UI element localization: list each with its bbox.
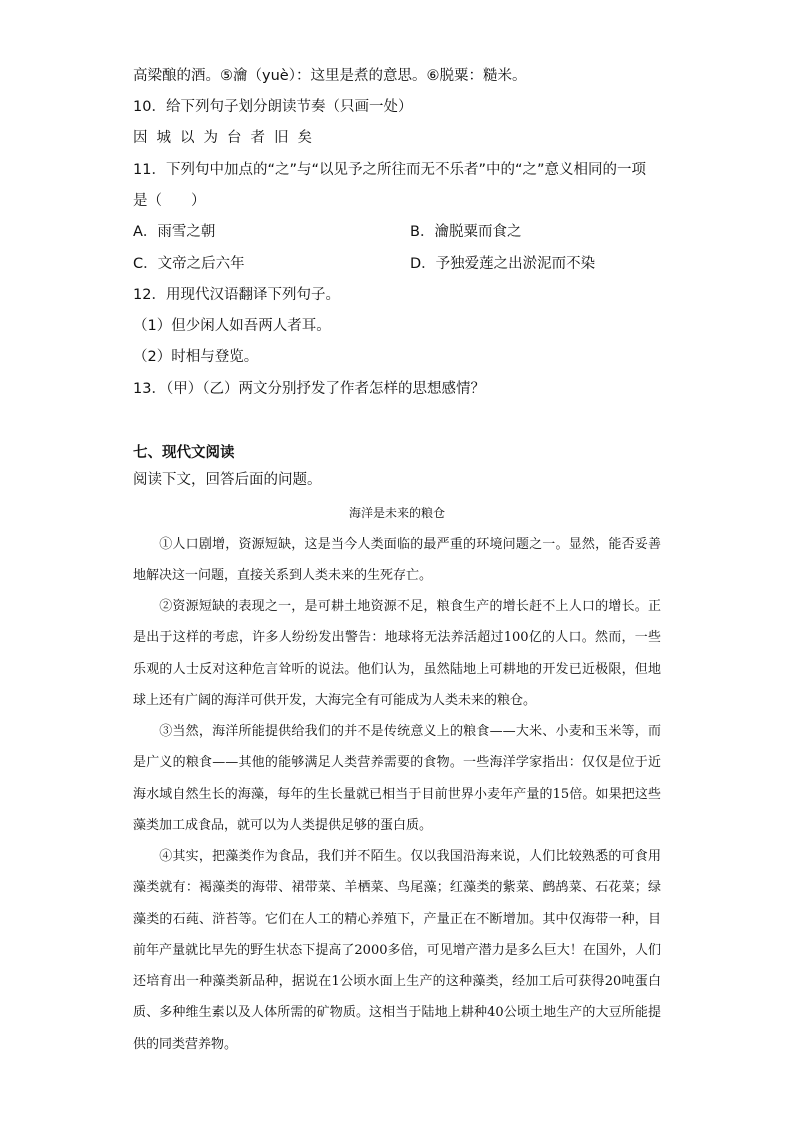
question-12-1: （1）但少闲人如吾两人者耳。 bbox=[133, 318, 331, 334]
paragraph-text: ①人口剧增，资源短缺，这是当今人类面临的最严重的环境问题之一。显然，能否妥善地解决这一问题，直接关系到人类未来的生死存亡。 bbox=[133, 537, 661, 584]
option-a: A．雨雪之朝 bbox=[133, 224, 216, 240]
article-paragraph-1 bbox=[133, 529, 661, 592]
option-c: C．文帝之后六年 bbox=[133, 256, 245, 272]
question-13: 13．（甲）（乙）两文分别抒发了作者怎样的思想感情？ bbox=[133, 381, 485, 397]
article-paragraph-4 bbox=[133, 841, 661, 1060]
paragraph-text: ③当然，海洋所能提供给我们的并不是传统意义上的粮食——大米、小麦和玉米等，而是广义的粮食——其他的能够满足人类营养需要的食物。一些海洋学家指出：仅仅是位于近海水域自然生长的海藻，每年的生长量就已相当于目前世界小麦年产量的15倍。如果把这些藻类加工成食品，就可以为人类提供足够的蛋白质。 bbox=[133, 724, 661, 833]
option-b: B．瀹脱粟而食之 bbox=[410, 224, 522, 240]
section-heading: 七、现代文阅读 bbox=[133, 445, 235, 461]
article-paragraph-2 bbox=[133, 591, 661, 716]
option-d: D．予独爱莲之出淤泥而不染 bbox=[410, 256, 596, 272]
question-10-sentence: 因城以为台者旧矣 bbox=[133, 130, 321, 146]
article-title: 海洋是未来的粮仓 bbox=[348, 506, 445, 520]
question-11-stem: 11．下列句中加点的“之”与“以见予之所往而无不乐者”中的“之”意义相同的一项 bbox=[133, 162, 647, 178]
question-12-2: （2）时相与登览。 bbox=[133, 349, 259, 365]
paragraph-text: ②资源短缺的表现之一，是可耕土地资源不足，粮食生产的增长赶不上人口的增长。正是出于这样的考虑，许多人纷纷发出警告：地球将无法养活超过100亿的人口。然而，一些乐观的人士反对这种危言耸听的说法。他们认为，虽然陆地上可耕地的开发已近极限，但地球上还有广阔的海洋可供开发，大海完全有可能成为人类未来的粮仓。 bbox=[133, 599, 661, 708]
paragraph-text: ④其实，把藻类作为食品，我们并不陌生。仅以我国沿海来说，人们比较熟悉的可食用藻类就有：褐藻类的海带、裙带菜、羊栖菜、鸟尾藻；红藻类的紫菜、鹧鸪菜、石花菜；绿藻类的石莼、浒苔等。它们在人工的精心养殖下，产量正在不断增加。其中仅海带一种，目前年产量就比早先的野生状态下提高了2000多倍，可见增产潜力是多么巨大！在国外，人们还培育出一种藻类新品种，据说在1公顷水面上生产的这种藻类，经加工后可获得20吨蛋白质、多种维生素以及人体所需的矿物质。这相当于陆地上耕种40公顷土地生产的大豆所能提供的同类营养物。 bbox=[133, 849, 661, 1052]
annotation-line: 高梁酿的酒。⑤瀹（yuè）：这里是煮的意思。⑥脱粟：糙米。 bbox=[133, 68, 527, 84]
section-instruction: 阅读下文，回答后面的问题。 bbox=[133, 472, 322, 488]
question-12: 12．用现代汉语翻译下列句子。 bbox=[133, 287, 340, 303]
question-10: 10．给下列句子划分朗读节奏（只画一处） bbox=[133, 99, 413, 115]
article-paragraph-3 bbox=[133, 716, 661, 841]
question-11-stem-cont: 是（ ） bbox=[133, 193, 206, 209]
